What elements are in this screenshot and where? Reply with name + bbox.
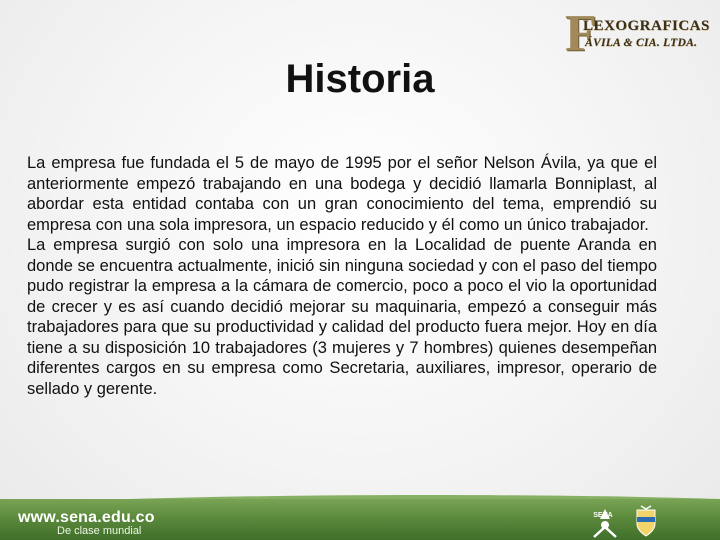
colombia-shield-icon (633, 504, 659, 538)
sena-label: SENA (593, 512, 613, 519)
logo-name: LEXOGRAFICAS (583, 18, 710, 34)
footer-url-link[interactable]: www.sena.edu.co (18, 509, 155, 526)
history-paragraph-2: La empresa surgió con solo una impresora en la Localidad de puente Aranda en donde se encuentra actualmente, inició sin ninguna sociedad y con el paso del tiempo pudo registrar la empresa a la cámara de comercio, poco a poco el vio la oportunidad de crecer y es así cuando decidió mejorar su maquinaria, empezó a conseguir más trabajadores para que su productividad y calidad del producto fuera mejor. Hoy en día tiene a su disposición 10 trabajadores (3 mujeres y 7 hombres) quienes desempeñan diferentes cargos en su empresa como Secretaria, auxiliares, impresor, operario de sellado y gerente. (27, 236, 657, 398)
sena-logo-icon (588, 505, 622, 539)
logo-subtitle: ÁVILA & CIA. LTDA. (585, 37, 698, 49)
page-title: Historia (285, 57, 435, 101)
history-text (27, 153, 657, 399)
history-paragraph-1: La empresa fue fundada el 5 de mayo de 1995 por el señor Nelson Ávila, ya que el anteriormente empezó trabajando en una bodega y decidió llamarla Bonniplast, al abordar esta entidad contaba con un gran conocimiento del tema, emprendió su empresa con una sola impresora, un espacio reducido y él como un único trabajador. (27, 154, 657, 234)
footer-tagline: De clase mundial (57, 525, 142, 537)
logo-initial: F (565, 5, 597, 62)
